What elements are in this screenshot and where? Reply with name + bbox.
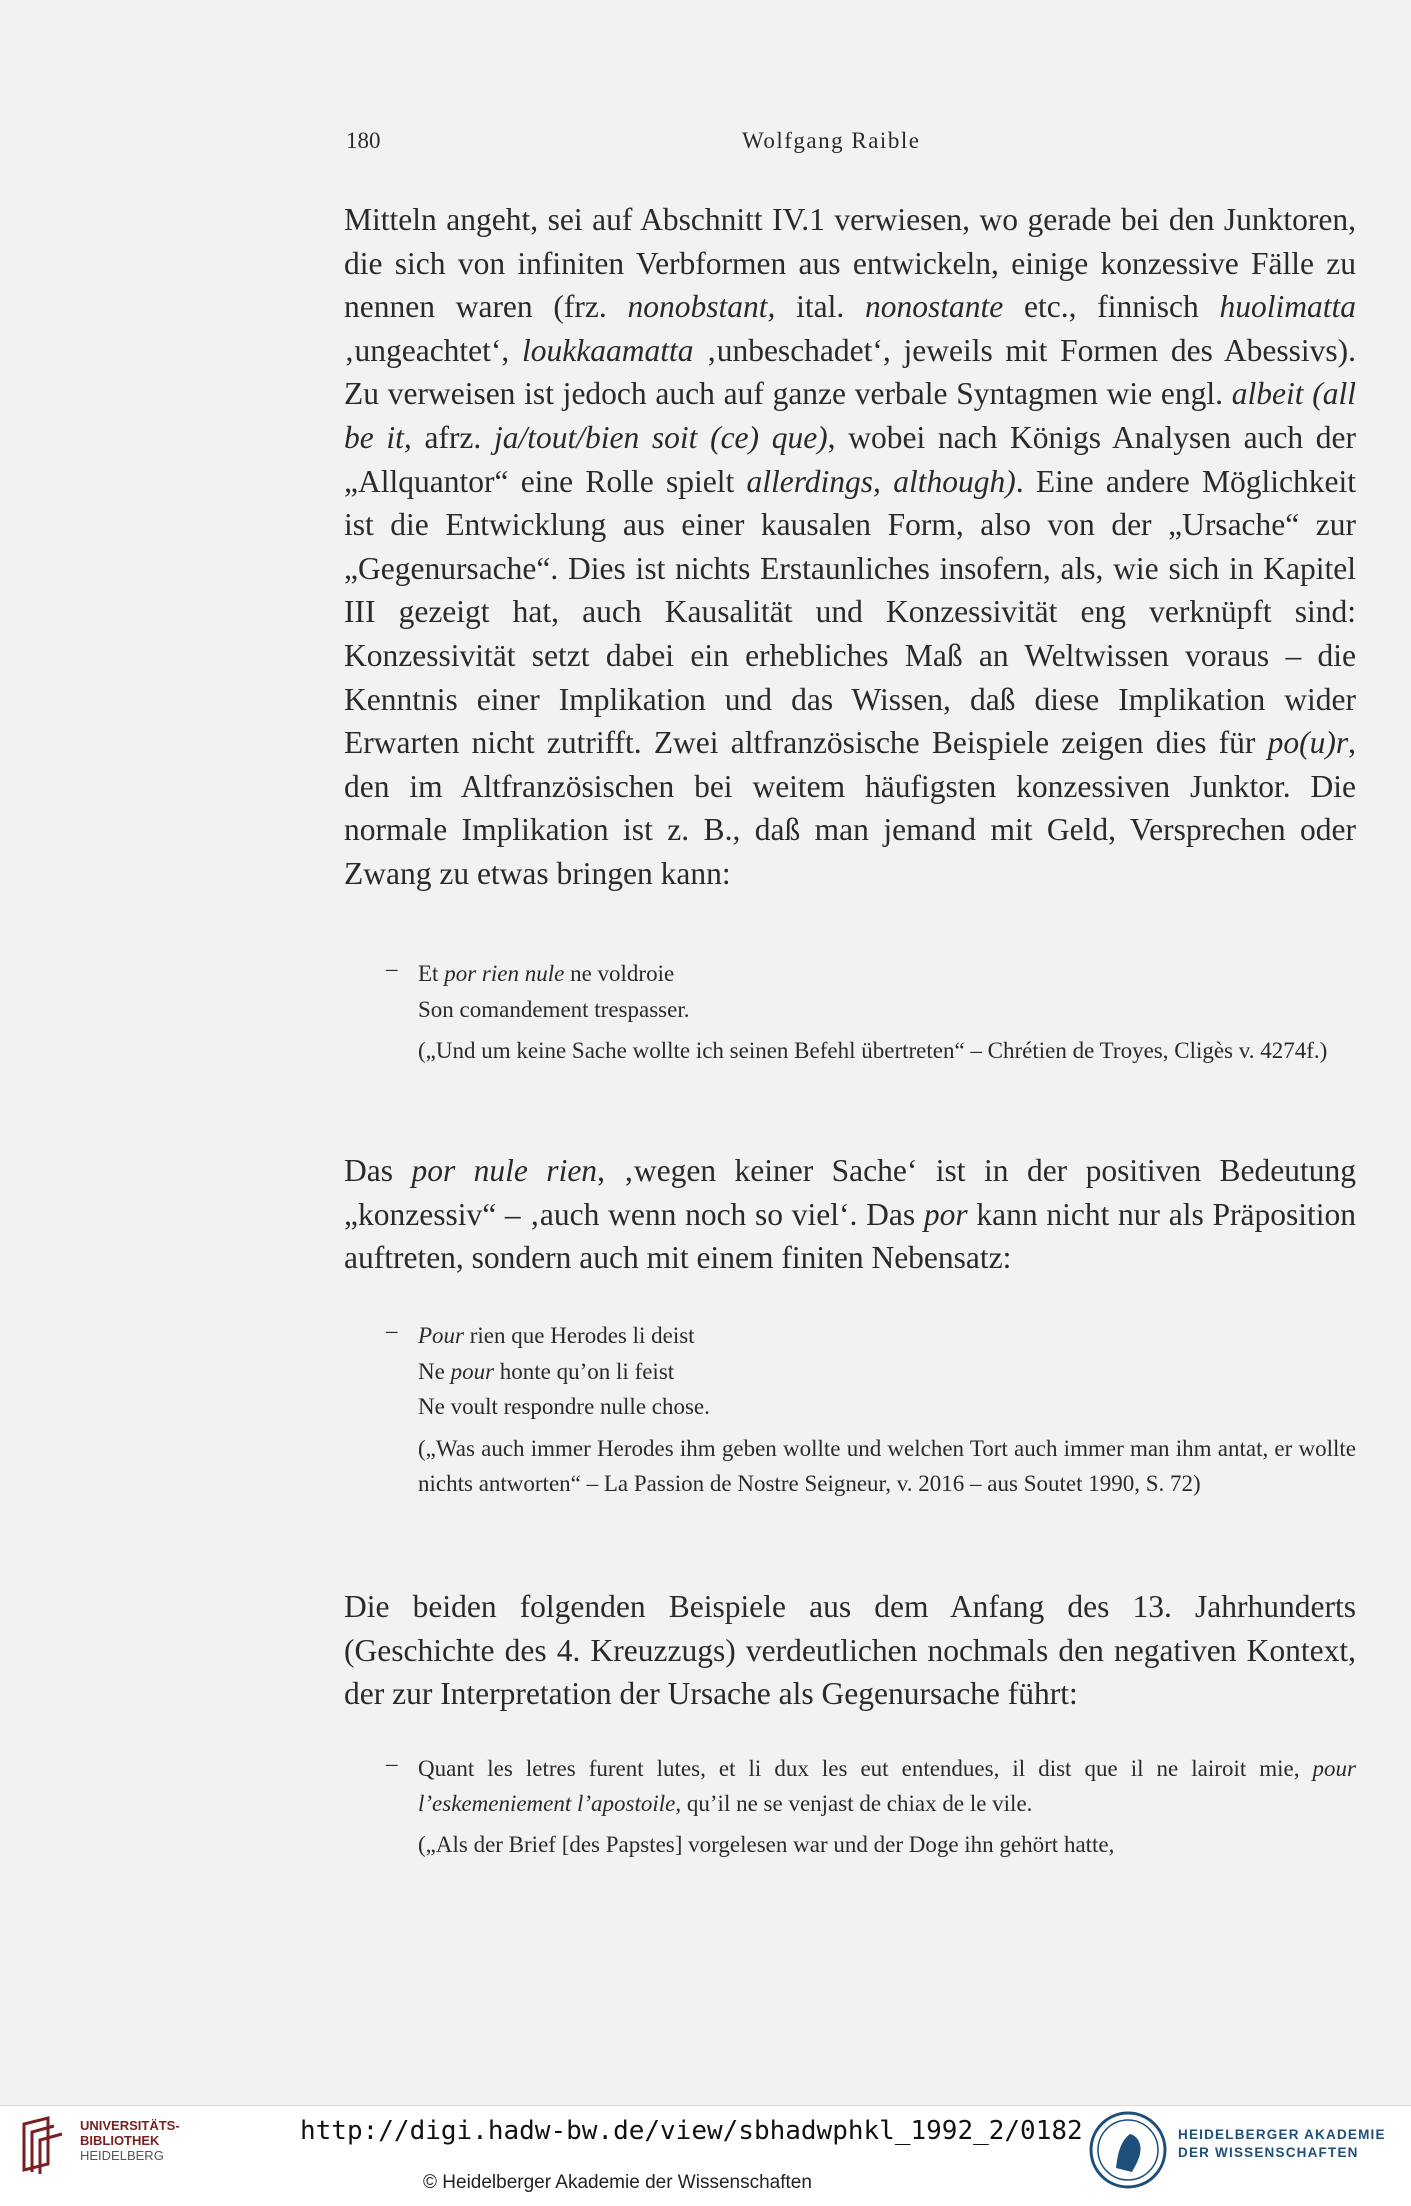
- quote-dash: –: [386, 956, 398, 981]
- university-library-name: UNIVERSITÄTS- BIBLIOTHEK HEIDELBERG: [80, 2118, 180, 2163]
- quote-translation: („Als der Brief [des Papstes] vorgelesen war und der Doge ihn gehört hatte,: [418, 1832, 1115, 1857]
- paragraph-2: Das por nule rien, ‚wegen keiner Sache‘ ist in der positiven Bedeutung „konzessiv“ – ‚auch wenn noch so viel‘. Das por kann nicht nur als Präposition auftreten, sondern auch mit einem finiten Nebensatz:: [344, 1153, 1357, 1276]
- quote-2: [386, 1318, 1356, 1502]
- quote-line: Pour rien que Herodes li deist: [418, 1323, 695, 1348]
- quote-line: Ne pour honte qu’on li feist: [418, 1358, 675, 1384]
- academy-name: HEIDELBERGER AKADEMIE DER WISSENSCHAFTEN: [1178, 2127, 1386, 2160]
- quote-1: [386, 956, 1356, 1069]
- quote-3: [386, 1751, 1356, 1863]
- quote-line: Quant les letres furent lutes, et li dux les eut entendues, il dist que il ne lairoit mie, pour l’eskemeniement l’apostoile, qu’il ne se venjast de chiax de le vile.: [418, 1756, 1356, 1816]
- page-number: 180: [346, 128, 381, 153]
- quote-translation: („Und um keine Sache wollte ich seinen Befehl übertreten“ – Chrétien de Troyes, Cligès v. 4274f.): [418, 1038, 1328, 1063]
- digitization-footer: [0, 2105, 1411, 2206]
- university-library-logo-icon: [18, 2114, 74, 2176]
- quote-line: Et por rien nule ne voldroie: [418, 961, 675, 986]
- copyright-notice: © Heidelberger Akademie der Wissenschaften: [423, 2172, 812, 2193]
- quote-dash: –: [386, 1751, 398, 1776]
- paragraph-1: Mitteln angeht, sei auf Abschnitt IV.1 verwiesen, wo gerade bei den Junktoren, die sich von infiniten Verbformen aus entwickeln, einige konzessive Fälle zu nennen waren (frz. nonobstant, ital. nonostante etc., finnisch huolimatta ‚ungeachtet‘, loukkaamatta ‚unbeschadet‘, jeweils mit Formen des Abessivs). Zu verweisen ist jedoch auch auf ganze verbale Syntagmen wie engl. albeit (all be it, afrz. ja/tout/bien soit (ce) que), wobei nach Königs Analysen auch der „Allquantor“ eine Rolle spielt allerdings, although). Eine andere Möglichkeit ist die Entwicklung aus einer kausalen Form, also von der „Ursache“ zur „Gegenursache“. Dies ist nichts Erstaunliches insofern, als, wie sich in Kapitel III gezeigt hat, auch Kausalität und Konzessivität eng verknüpft sind: Konzessivität setzt dabei ein erhebliches Maß an Weltwissen voraus – die Kenntnis einer Implikation und das Wissen, daß diese Implikation wider Erwarten nicht zutrifft. Zwei altfranzösische Beispiele zeigen dies für po(u)r, den im Altfranzösischen bei weitem häufigsten konzessiven Junktor. Die normale Implikation ist z. B., daß man jemand mit Geld, Versprechen oder Zwang zu etwas bringen kann:: [344, 202, 1357, 891]
- quote-translation: („Was auch immer Herodes ihm geben wollte und welchen Tort auch immer man ihm antat, er wollte nichts antworten“ – La Passion de Nostre Seigneur, v. 2016 – aus Soutet 1990, S. 72): [418, 1435, 1356, 1496]
- paragraph-3: Die beiden folgenden Beispiele aus dem Anfang des 13. Jahrhunderts (Geschichte des 4. Kreuzzugs) verdeutlichen nochmals den negativen Kontext, der zur Interpretation der Ursache als Gegenursache führt:: [344, 1589, 1356, 1712]
- academy-seal-icon: [1088, 2110, 1168, 2190]
- quote-line: Ne voult respondre nulle chose.: [418, 1394, 710, 1419]
- page-header: [346, 128, 1356, 164]
- running-head: Wolfgang Raible: [742, 128, 921, 153]
- permalink-url[interactable]: http://digi.hadw-bw.de/view/sbhadwphkl_1992_2/0182: [300, 2116, 1083, 2146]
- quote-line: Son comandement trespasser.: [418, 996, 690, 1022]
- quote-dash: –: [386, 1318, 398, 1343]
